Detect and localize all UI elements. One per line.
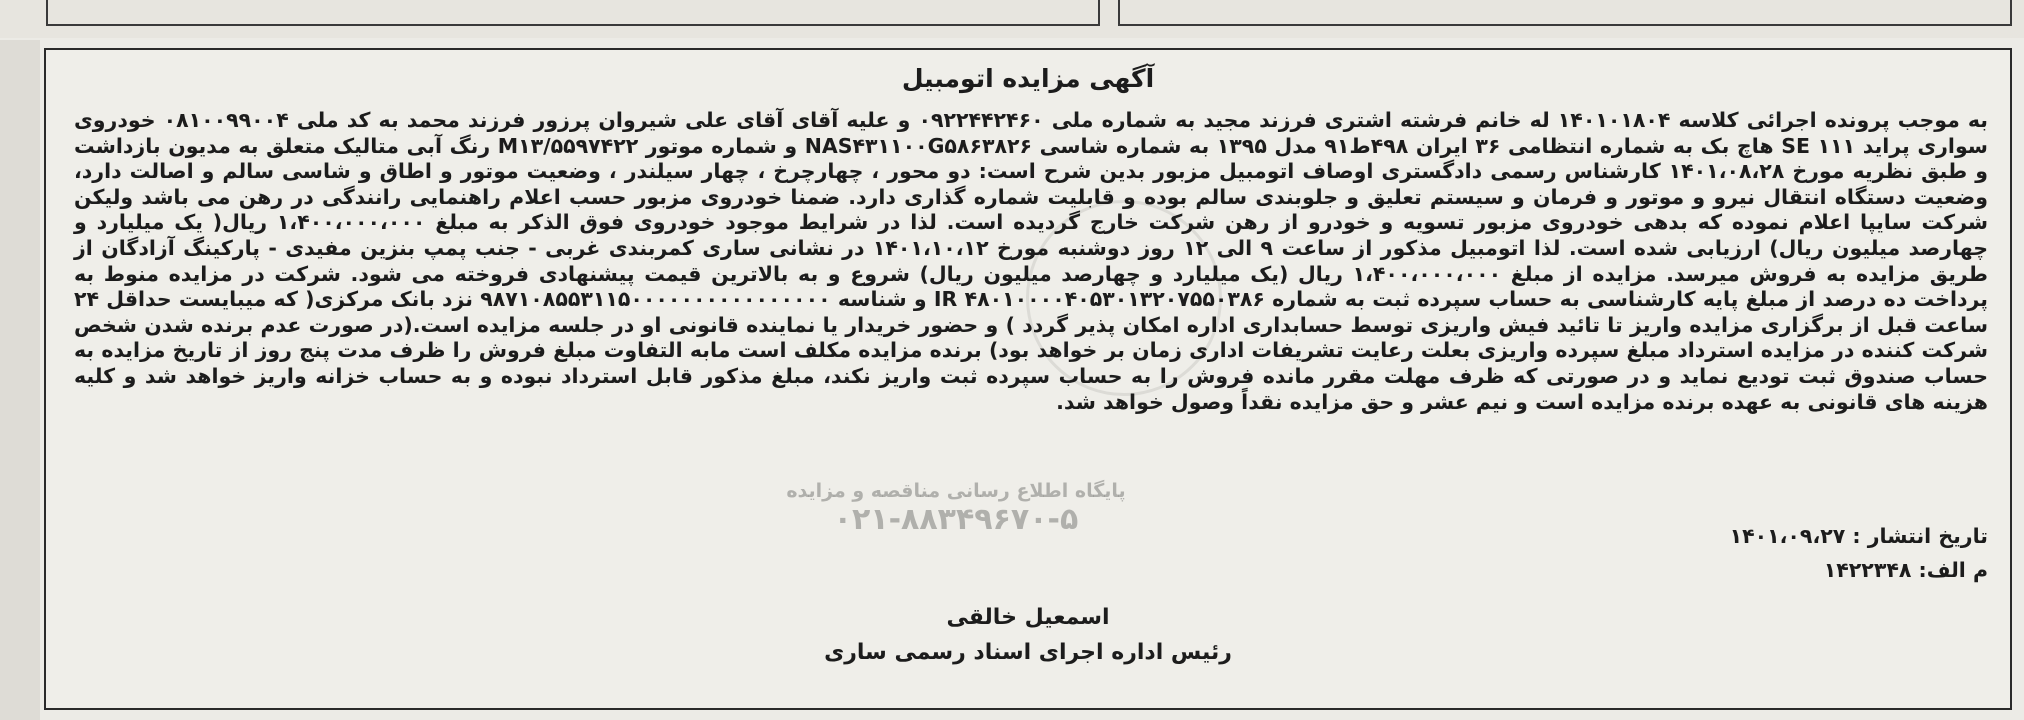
notice-body: به موجب پرونده اجرائی کلاسه ۱۴۰۱۰۱۸۰۴ له خانم فرشته اشتری فرزند مجید به شماره ملی ۰۹۲۲۴۴۲۴۶۰ و علیه آقای آقای علی شیروان پرزور فرزند محمد به کد ملی ۰۸۱۰۰۹۹۰۰۴ خودروی سواری پراید ۱۱۱ SE هاچ بک به شماره انتظامی ۳۶ ایران ۴۹۸ط۹۱ مدل ۱۳۹۵ به شماره شاسی NAS۴۳۱۱۰۰G۵۸۶۳۸۲۶ و شماره موتور M۱۳/۵۵۹۷۴۲۲ رنگ آبی متالیک متعلق به مدیون بازداشت و طبق نظریه مورخ ۱۴۰۱،۰۸،۲۸ کارشناس رسمی دادگستری اوصاف اتومبیل مزبور بدین شرح است: دو محور ، چهارچرخ ، چهار سیلندر ، وضعیت موتور و اطاق و شاسی سالم و اصالت دارد، وضعیت دستگاه انتقال نیرو و موتور و فرمان و سیستم تعلیق و جلوبندی سالم بوده و قابلیت شماره گذاری دارد. ضمنا خودروی مزبور حسب اعلام راهنمایی رانندگی در رهن می باشد ولیکن شرکت سایپا اعلام نموده که بدهی خودروی مزبور تسویه و خودرو از رهن شرکت خارج گردیده است. لذا در شرایط موجود خودروی فوق الذکر به مبلغ ۱،۴۰۰،۰۰۰،۰۰۰ ریال( یک میلیارد و چهارصد میلیون ریال) ارزیابی شده است. لذا اتومبیل مذکور از ساعت ۹ الی ۱۲ روز دوشنبه مورخ ۱۴۰۱،۱۰،۱۲ در نشانی ساری کمربندی غربی - جنب پمپ بنزین مفیدی - پارکینگ آزادگان از طریق مزایده به فروش میرسد. مزایده از مبلغ ۱،۴۰۰،۰۰۰،۰۰۰ ریال (یک میلیارد و چهارصد میلیون ریال) شروع و به بالاترین قیمت پیشنهادی فروخته می شود. شرکت در مزایده منوط به پرداخت ده درصد از مبلغ پایه کارشناسی به حساب سپرده ثبت به شماره ۴۸۰۱۰۰۰۰۴۰۵۳۰۱۳۲۰۷۵۵۰۳۸۶ IR و شناسه ۹۸۷۱۰۸۵۵۳۱۱۵۰۰۰۰۰۰۰۰۰۰۰۰۰۰۰۰ نزد بانک مرکزی( که میبایست حداقل ۲۴ ساعت قبل از برگزاری مزایده واریز تا تائید فیش واریزی توسط حسابداری اداره امکان پذیر گردد ) و حضور خریدار یا نماینده قانونی او در جلسه مزایده است.(در صورت عدم برنده شدن شخص شرکت کننده در مزایده استرداد مبلغ سپرده واریزی بعلت رعایت تشریفات اداری زمان بر خواهد بود) برنده مزایده مکلف است مابه التفاوت مبلغ فروش را ظرف مدت پنج روز از تاریخ مزایده به حساب صندوق ثبت تودیع نماید و در صورتی که ظرف مهلت مقرر مانده فروش را به حساب سپرده ثبت واریز نکند، مبلغ مذکور قابل استرداد نبوده و به حساب خزانه واریز خواهد شد و کلیه هزینه های قانونی به عهده برنده مزایده است و نیم عشر و حق مزایده نقداً وصول خواهد شد.	[74, 108, 1988, 414]
watermark-phone: ۰۲۱-۸۸۳۴۹۶۷۰-۵	[833, 502, 1079, 537]
notice-title: آگهی مزایده اتومبیل	[901, 64, 1155, 93]
watermark-site-name: پایگاه اطلاع رسانی مناقصه و مزایده	[786, 480, 1126, 502]
auction-notice	[44, 48, 2012, 710]
reference-code: م الف: ۱۴۲۲۳۴۸	[1823, 558, 1988, 582]
watermark	[746, 480, 1166, 537]
previous-ad-box-right	[1118, 0, 2012, 26]
signer-name: اسمعیل خالقی	[946, 605, 1110, 630]
previous-ad-strip	[0, 0, 2024, 38]
previous-ad-box-left	[46, 0, 1100, 26]
publish-date: تاریخ انتشار : ۱۴۰۱،۰۹،۲۷	[1729, 524, 1988, 548]
page-margin	[0, 40, 40, 720]
signer-title: رئیس اداره اجرای اسناد رسمی ساری	[824, 640, 1232, 665]
